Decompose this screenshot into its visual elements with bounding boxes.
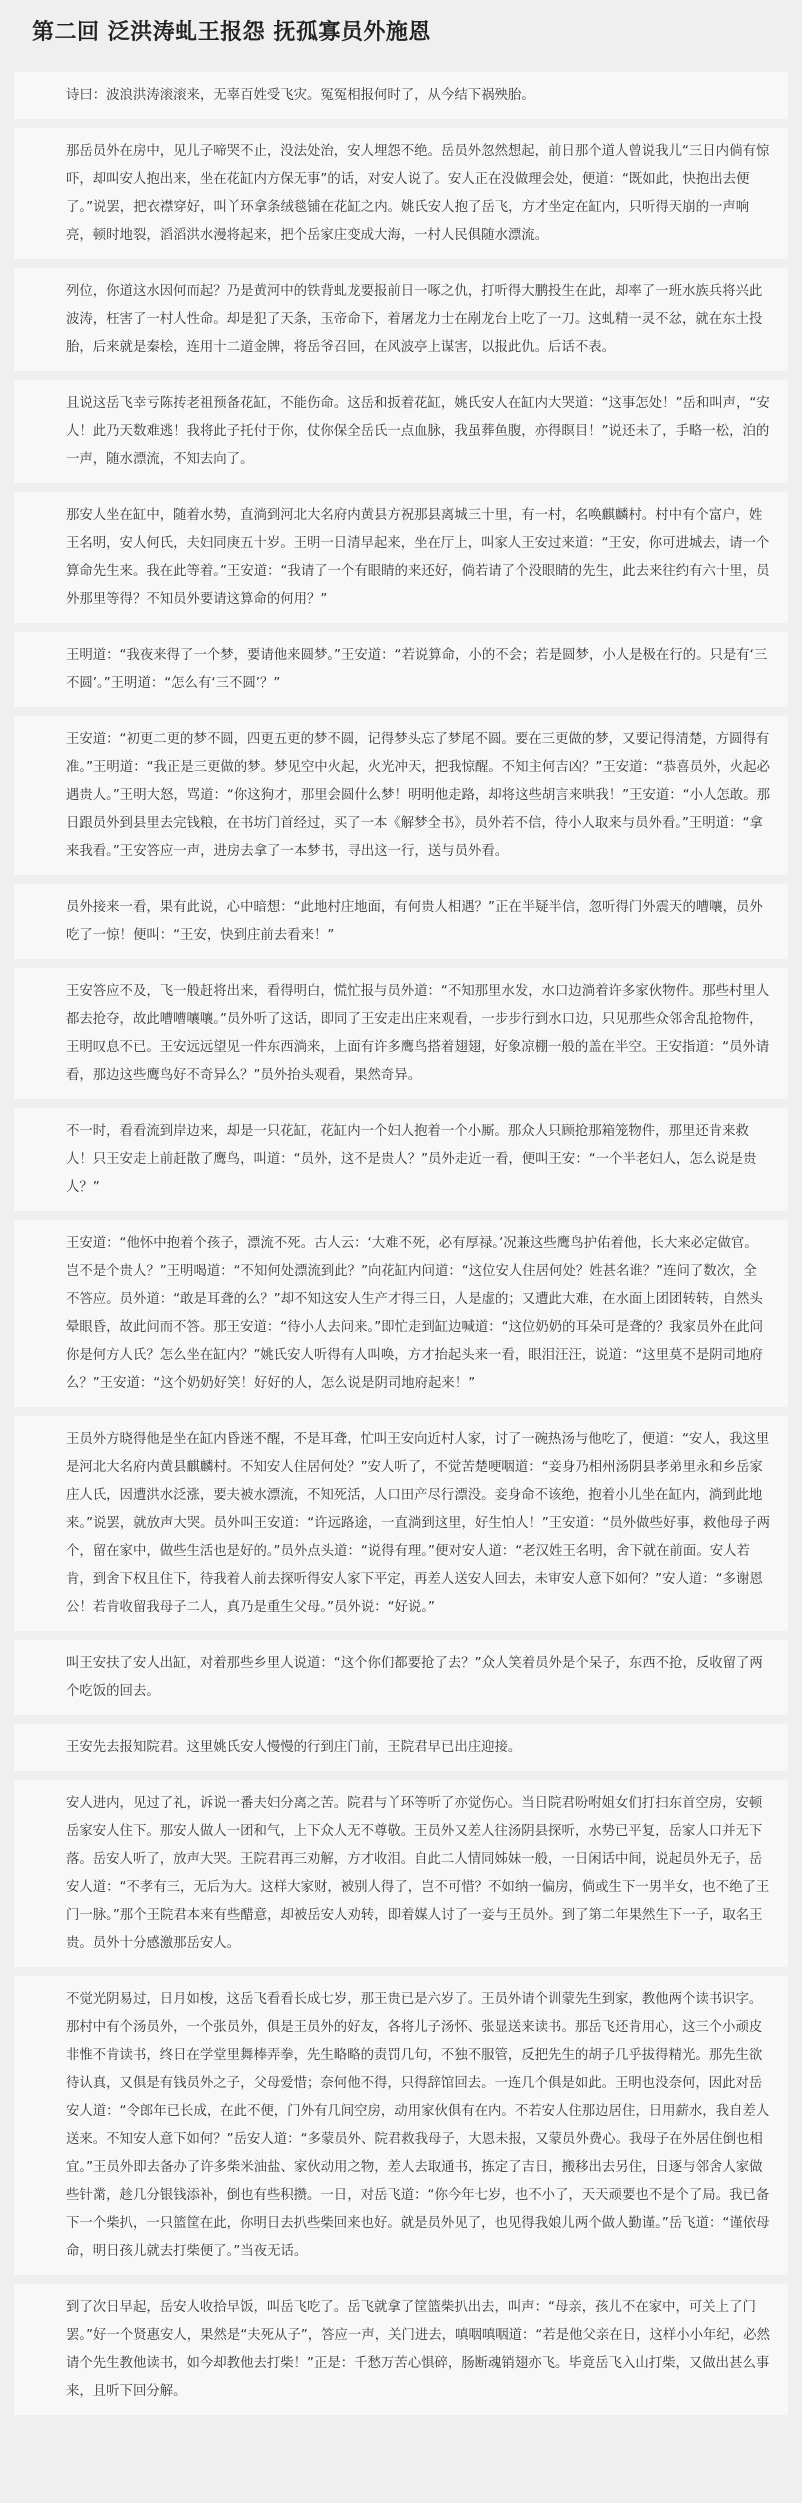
chapter-paragraph: 那安人坐在缸中，随着水势，直淌到河北大名府内黄县方祝那县离城三十里，有一村，名唤麒麟村。村中有个富户，姓王名明，安人何氏，夫妇同庚五十岁。王明一日清早起来，坐在厅上，叫家人王安过来道：“王安，你可进城去，请一个算命先生来。我在此等着。”王安道：“我请了一个有眼睛的来还好，倘若请了个没眼睛的先生，此去来往约有六十里，员外那里等得？不知员外要请这算命的何用？” [14,492,788,623]
chapter-body [14,72,788,2415]
chapter-paragraph: 王员外方晓得他是坐在缸内昏迷不醒，不是耳聋，忙叫王安向近村人家，讨了一碗热汤与他吃了，便道：“安人，我这里是河北大名府内黄县麒麟村。不知安人住居何处？”安人听了，不觉苦楚哽咽道：“妾身乃相州汤阴县孝弟里永和乡岳家庄人氏，因遭洪水泛涨，要夫被水漂流，不知死活，人口田产尽行漂没。妾身命不该绝，抱着小儿坐在缸内，淌到此地来。”说罢，就放声大哭。员外叫王安道：“许远路途，一直淌到这里，好生怕人！”王安道：“员外做些好事，救他母子两个，留在家中，做些生活也是好的。”员外点头道：“说得有理。”便对安人道：“老汉姓王名明，舍下就在前面。安人若肯，到舍下权且住下，待我着人前去探听得安人家下平定，再差人送安人回去，未审安人意下如何？”安人道：“多谢恩公！若肯收留我母子二人，真乃是重生父母。”员外说：“好说。” [14,1416,788,1631]
chapter-paragraph: 员外接来一看，果有此说，心中暗想：“此地村庄地面，有何贵人相遇？”正在半疑半信，忽听得门外震天的嘈嚷，员外吃了一惊！便叫：“王安，快到庄前去看来！” [14,884,788,959]
chapter-paragraph: 不一时，看看流到岸边来，却是一只花缸，花缸内一个妇人抱着一个小厮。那众人只顾抢那箱笼物件，那里还肯来救人！只王安走上前赶散了鹰鸟，叫道：“员外，这不是贵人？”员外走近一看，便叫王安：“一个半老妇人，怎么说是贵人？” [14,1108,788,1211]
chapter-paragraph: 王安道：“初更二更的梦不圆，四更五更的梦不圆，记得梦头忘了梦尾不圆。要在三更做的梦，又要记得清楚，方圆得有准。”王明道：“我正是三更做的梦。梦见空中火起，火光冲天，把我惊醒。不知主何吉凶？”王安道：“恭喜员外，火起必遇贵人。”王明大怒，骂道：“你这狗才，那里会圆什么梦！明明他走路，却将这些胡言来哄我！”王安道：“小人怎敢。那日跟员外到县里去完钱粮，在书坊门首经过，买了一本《解梦全书》，员外若不信，待小人取来与员外看。”王明道：“拿来我看。”王安答应一声，进房去拿了一本梦书，寻出这一行，送与员外看。 [14,716,788,875]
chapter-title: 第二回 泛洪涛虬王报怨 抚孤寡员外施恩 [32,20,431,45]
chapter-paragraph: 王明道：“我夜来得了一个梦，要请他来圆梦。”王安道：“若说算命，小的不会；若是圆梦，小人是极在行的。只是有‘三不圆’。”王明道：“怎么有‘三不圆’？” [14,632,788,707]
chapter-paragraph: 叫王安扶了安人出缸，对着那些乡里人说道：“这个你们都要抢了去？”众人笑着员外是个呆子，东西不抢，反收留了两个吃饭的回去。 [14,1640,788,1715]
chapter-paragraph: 那岳员外在房中，见儿子啼哭不止，没法处治，安人埋怨不绝。岳员外忽然想起，前日那个道人曾说我儿“三日内倘有惊吓，却叫安人抱出来，坐在花缸内方保无事”的话，对安人说了。安人正在没做理会处，便道：“既如此，快抱出去便了。”说罢，把衣襟穿好，叫丫环拿条绒毯铺在花缸之内。姚氏安人抱了岳飞，方才坐定在缸内，只听得天崩的一声响亮，顿时地裂，滔滔洪水漫将起来，把个岳家庄变成大海，一村人民俱随水漂流。 [14,128,788,259]
chapter-paragraph: 王安先去报知院君。这里姚氏安人慢慢的行到庄门前，王院君早已出庄迎接。 [14,1724,788,1771]
chapter-paragraph: 到了次日早起，岳安人收拾早饭，叫岳飞吃了。岳飞就拿了筐篮柴扒出去，叫声：“母亲，孩儿不在家中，可关上了门罢。”好一个贤惠安人，果然是“夫死从子”，答应一声，关门进去，嗔咽嗔咽道：“若是他父亲在日，这样小小年纪，必然请个先生教他读书，如今却教他去打柴！”正是：千愁万苦心惧碎，肠断魂销翅亦飞。毕竟岳飞入山打柴，又做出甚么事来，且听下回分解。 [14,2284,788,2415]
chapter-paragraph: 王安答应不及，飞一般赶将出来，看得明白，慌忙报与员外道：“不知那里水发，水口边淌着许多家伙物件。那些村里人都去抢夺，故此嘈嘈嚷嚷。”员外听了这话，即同了王安走出庄来观看，一步步行到水口边，只见那些众邻舍乱抢物件，王明叹息不已。王安远远望见一件东西淌来，上面有许多鹰鸟搭着翅翅，好象凉棚一般的盖在半空。王安指道：“员外请看，那边这些鹰鸟好不奇异么？”员外抬头观看，果然奇异。 [14,968,788,1099]
chapter-paragraph: 且说这岳飞幸亏陈抟老祖预备花缸，不能伤命。这岳和扳着花缸，姚氏安人在缸内大哭道：“这事怎处！”岳和叫声，“安人！此乃天数难逃！我将此子托付于你，仗你保全岳氏一点血脉，我虽葬鱼腹，亦得瞑目！”说还未了，手略一松，泊的一声，随水漂流，不知去向了。 [14,380,788,483]
chapter-paragraph: 安人进内，见过了礼，诉说一番夫妇分离之苦。院君与丫环等听了亦觉伤心。当日院君吩咐姐女们打扫东首空房，安顿岳家安人住下。那安人做人一团和气，上下众人无不尊敬。王员外又差人往汤阴县探听，水势已平复，岳家人口并无下落。岳安人听了，放声大哭。王院君再三劝解，方才收泪。自此二人情同姊妹一般，一日闲话中间，说起员外无子，岳安人道：“不孝有三，无后为大。这样大家财，被别人得了，岂不可惜？不如纳一偏房，倘或生下一男半女，也不绝了王门一脉。”那个王院君本来有些醋意，却被岳安人劝转，即着媒人讨了一妾与王员外。到了第二年果然生下一子，取名王贵。员外十分感激那岳安人。 [14,1780,788,1967]
chapter-paragraph: 列位，你道这水因何而起？乃是黄河中的铁背虬龙要报前日一啄之仇，打听得大鹏投生在此，却率了一班水族兵将兴此波涛，枉害了一村人性命。却是犯了天条，玉帝命下，着屠龙力士在剐龙台上吃了一刀。这虬精一灵不忿，就在东土投胎，后来就是秦桧，连用十二道金牌，将岳爷召回，在风波亭上谋害，以报此仇。后话不表。 [14,268,788,371]
chapter-paragraph: 诗曰：波浪洪涛滚滚来，无辜百姓受飞灾。冤冤相报何时了，从今结下祸殃胎。 [14,72,788,119]
chapter-paragraph: 不觉光阴易过，日月如梭，这岳飞看看长成七岁，那王贵已是六岁了。王员外请个训蒙先生到家，教他两个读书识字。那村中有个汤员外，一个张员外，俱是王员外的好友，各将儿子汤怀、张显送来读书。那岳飞还肯用心，这三个小顽皮非惟不肯读书，终日在学堂里舞棒弄拳，先生略略的责罚几句，不独不服管，反把先生的胡子几乎拔得精光。那先生欲待认真，又俱是有钱员外之子，父母爱惜；奈何他不得，只得辞馆回去。一连几个俱是如此。王明也没奈何，因此对岳安人道：“令郎年已长成，在此不便，门外有几间空房，动用家伙俱有在内。不若安人住那边居住，日用薪水，我自差人送来。不知安人意下如何？”岳安人道：“多蒙员外、院君救我母子，大恩未报，又蒙员外费心。我母子在外居住倒也相宜。”王员外即去备办了许多柴米油盐、家伙动用之物，差人去取通书，拣定了吉日，搬移出去另住，日逐与邻舍人家做些针黹，趁几分银钱添补，倒也有些积攒。一日，对岳飞道：“你今年七岁，也不小了，天天顽要也不是个了局。我已备下一个柴扒，一只篮筐在此，你明日去扒些柴回来也好。就是员外见了，也见得我娘儿两个做人勤谨。”岳飞道：“谨依母命，明日孩儿就去打柴便了。”当夜无话。 [14,1976,788,2275]
chapter-paragraph: 王安道：“他怀中抱着个孩子，漂流不死。古人云：‘大难不死，必有厚禄。’况兼这些鹰鸟护佑着他，长大来必定做官。岂不是个贵人？”王明喝道：“不知何处漂流到此？”向花缸内问道：“这位安人住居何处？姓甚名谁？”连问了数次，全不答应。员外道：“敢是耳聋的么？”却不知这安人生产才得三日，人是虚的；又遭此大难，在水面上团团转转，自然头晕眼昏，故此问而不答。那王安道：“待小人去问来。”即忙走到缸边喊道：“这位奶奶的耳朵可是聋的？我家员外在此问你是何方人氏？怎么坐在缸内？”姚氏安人听得有人叫唤，方才抬起头来一看，眼泪汪汪，说道：“这里莫不是阴司地府么？”王安道：“这个奶奶好笑！好好的人，怎么说是阴司地府起来！” [14,1220,788,1407]
